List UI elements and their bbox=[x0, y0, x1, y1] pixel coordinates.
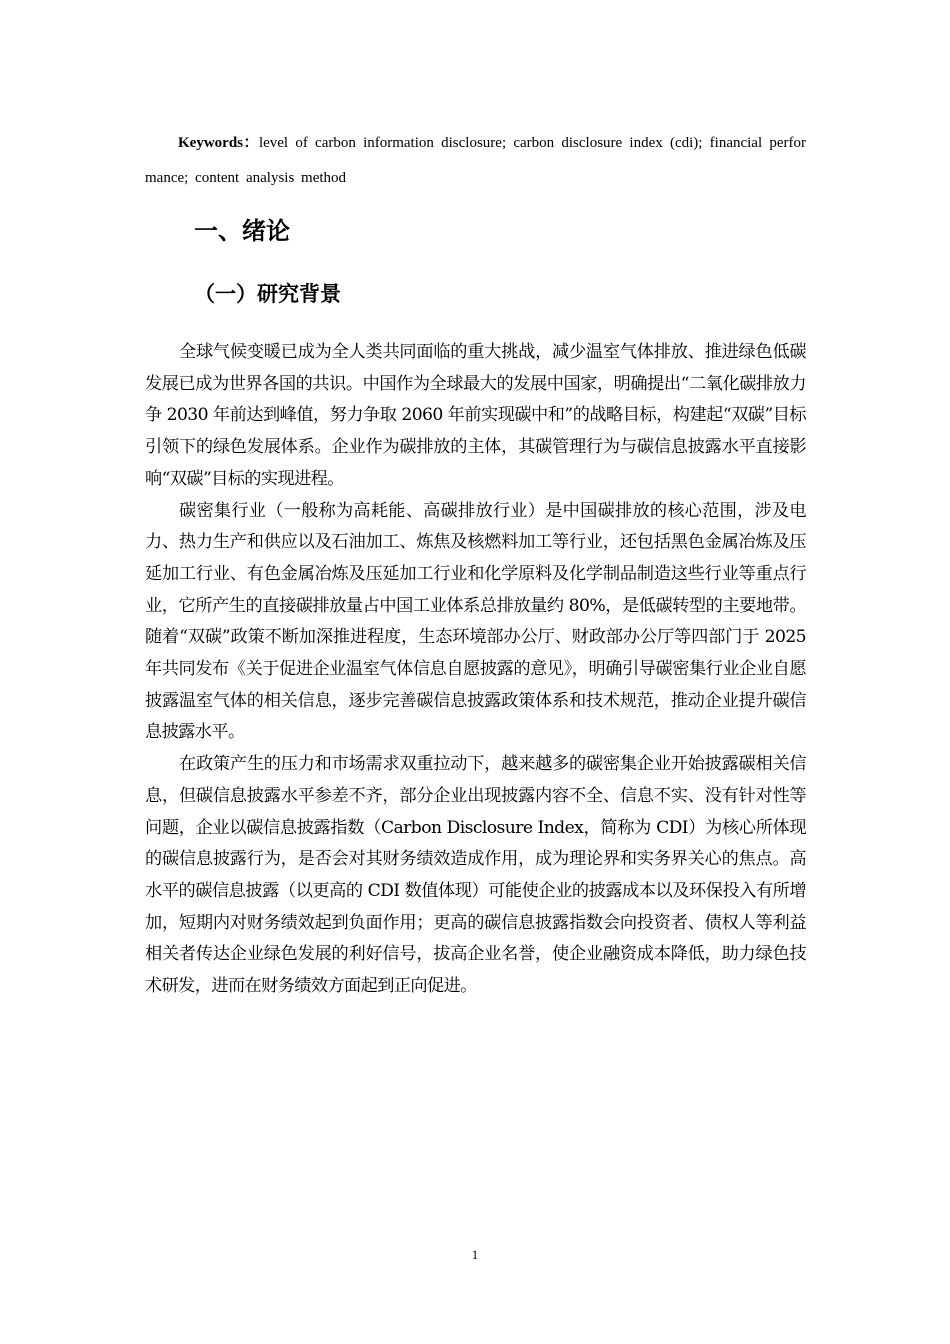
paragraph: 全球气候变暖已成为全人类共同面临的重大挑战，减少温室气体排放、推进绿色低碳发展已成为世界各国的共识。中国作为全球最大的发展中国家，明确提出“二氧化碳排放力争 2030 年前达到峰值，努力争取 2060 年前实现碳中和”的战略目标，构建起“双碳”目标引领下的绿色发展体系。企业作为碳排放的主体，其碳管理行为与碳信息披露水平直接影响“双碳”目标的实现进程。 bbox=[145, 342, 806, 489]
keywords-line bbox=[145, 126, 806, 196]
page-number: 1 bbox=[471, 1247, 479, 1262]
body-text bbox=[145, 337, 806, 1003]
paragraph: 碳密集行业（一般称为高耗能、高碳排放行业）是中国碳排放的核心范围，涉及电力、热力生产和供应以及石油加工、炼焦及核燃料加工等行业，还包括黑色金属冶炼及压延加工行业、有色金属冶炼及压延加工行业和化学原料及化学制品制造这些行业等重点行业，它所产生的直接碳排放量占中国工业体系总排放量约 80%，是低碳转型的主要地带。随着“双碳”政策不断加深推进程度，生态环境部办公厅、财政部办公厅等四部门于 2025 年共同发布《关于促进企业温室气体信息自愿披露的意见》，明确引导碳密集行业企业自愿披露温室气体的相关信息，逐步完善碳信息披露政策体系和技术规范，推动企业提升碳信息披露水平。 bbox=[145, 500, 806, 743]
chapter-heading: 一、绪论 bbox=[194, 217, 290, 245]
section-heading: （一）研究背景 bbox=[194, 282, 341, 306]
paragraph: 在政策产生的压力和市场需求双重拉动下，越来越多的碳密集企业开始披露碳相关信息，但碳信息披露水平参差不齐，部分企业出现披露内容不全、信息不实、没有针对性等问题，企业以碳信息披露指数（Carbon Disclosure Index，简称为 CDI）为核心所体现的碳信息披露行为，是否会对其财务绩效造成作用，成为理论界和实务界关心的焦点。高水平的碳信息披露（以更高的 CDI 数值体现）可能使企业的披露成本以及环保投入有所增加，短期内对财务绩效起到负面作用；更高的碳信息披露指数会向投资者、债权人等利益相关者传达企业绿色发展的利好信号，拔高企业名誉，使企业融资成本降低，助力绿色技术研发，进而在财务绩效方面起到正向促进。 bbox=[145, 754, 806, 997]
keywords-label: Keywords： bbox=[178, 135, 259, 151]
keywords-text: level of carbon information disclosure; carbon disclosure index (cdi); financial performance; content analysis method bbox=[145, 135, 806, 186]
